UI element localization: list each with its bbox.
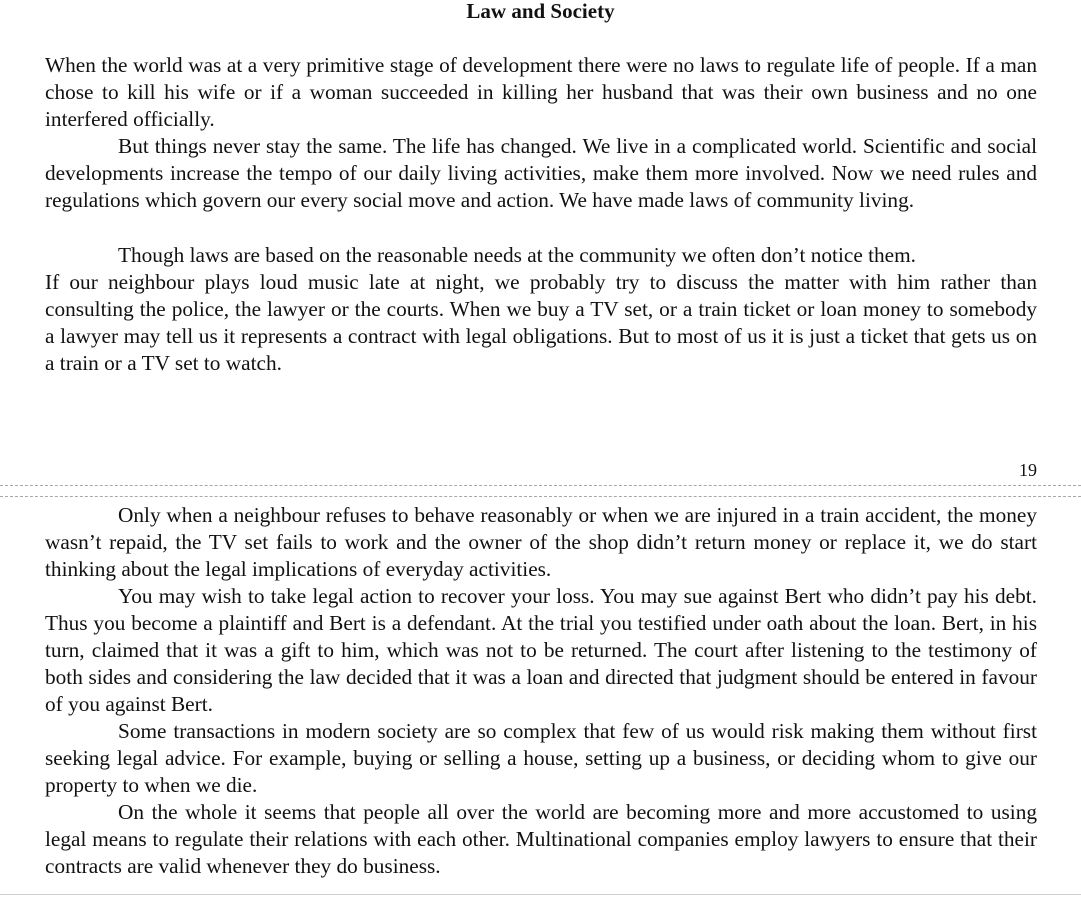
page-break-top — [0, 485, 1081, 486]
page-20-text — [45, 502, 1037, 880]
page-19-text — [45, 52, 1037, 377]
paragraph-6: You may wish to take legal action to recover your loss. You may sue against Bert who didn’t pay his debt. Thus you become a plaintiff and Bert is a defendant. At the trial you testified under oath about the loan. Bert, in his turn, claimed that it was a gift to him, which was not to be returned. The court after listening to the testimony of both sides and considering the law decided that it was a loan and directed that judgment should be entered in favour of you against Bert. — [45, 584, 1037, 716]
page-title: Law and Society — [466, 0, 615, 23]
paragraph-1: When the world was at a very primitive stage of development there were no laws to regulate life of people. If a man chose to kill his wife or if a woman succeeded in killing her husband that was their own business and no one interfered officially. — [45, 53, 1037, 131]
document-page-20 — [0, 498, 1081, 897]
paragraph-8: On the whole it seems that people all over the world are becoming more and more accustomed to using legal means to regulate their relations with each other. Multinational companies employ lawyers to ensure that their contracts are valid whenever they do business. — [45, 800, 1037, 878]
bottom-border — [0, 894, 1081, 895]
paragraph-2: But things never stay the same. The life has changed. We live in a complicated world. Scientific and social developments increase the tempo of our daily living activities, make them more involved. Now we need rules and regulations which govern our every social move and action. We have made laws of community living. — [45, 134, 1037, 212]
paragraph-4: If our neighbour plays loud music late at night, we probably try to discuss the matter with him rather than consulting the police, the lawyer or the courts. When we buy a TV set, or a train ticket or loan money to somebody a lawyer may tell us it represents a contract with legal obligations. But to most of us it is just a ticket that gets us on a train or a TV set to watch. — [45, 270, 1037, 375]
paragraph-5: Only when a neighbour refuses to behave reasonably or when we are injured in a train accident, the money wasn’t repaid, the TV set fails to work and the owner of the shop didn’t return money or replace it, we do start thinking about the legal implications of everyday activities. — [45, 503, 1037, 581]
paragraph-7: Some transactions in modern society are so complex that few of us would risk making them without first seeking legal advice. For example, buying or selling a house, setting up a business, or deciding whom to give our property to when we die. — [45, 719, 1037, 797]
paragraph-gap — [45, 214, 1037, 242]
paragraph-3: Though laws are based on the reasonable needs at the community we often don’t notice them. — [118, 243, 916, 267]
page-number: 19 — [1019, 460, 1037, 480]
page-break-bottom — [0, 496, 1081, 497]
